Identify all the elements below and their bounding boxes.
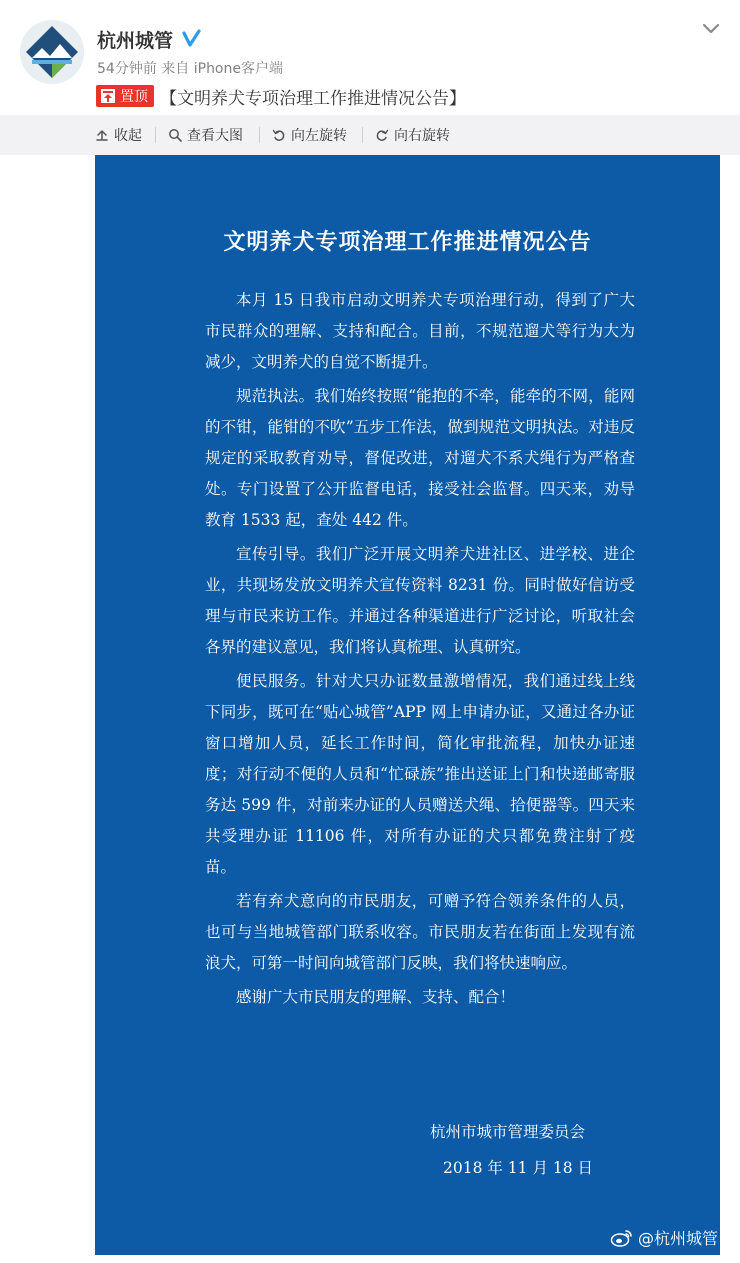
- view-large-label: 查看大图: [187, 128, 243, 144]
- notice-paragraph: 本月 15 日我市启动文明养犬专项治理行动，得到了广大市民群众的理解、支持和配合。目前，不规范遛犬等行为大为减少，文明养犬的自觉不断提升。: [205, 291, 635, 371]
- rotate-right-label: 向右旋转: [394, 128, 450, 144]
- signature-org: 杭州市城市管理委员会: [430, 1123, 586, 1141]
- pinned-label: 置顶: [120, 89, 148, 105]
- post-title: 【文明养犬专项治理工作推进情况公告】: [160, 88, 466, 109]
- notice-paragraph: 便民服务。针对犬只办证数量激增情况，我们通过线上线下同步，既可在“贴心城管”APP 网上申请办证，又通过各办证窗口增加人员，延长工作时间，简化审批流程，加快办证速度；对行动不便的人员和“忙碌族”推出送证上门和快递邮寄服务达 599 件，对前来办证的人员赠送犬绳、拾便器等。四天来共受理办证 11106 件，对所有办证的犬只都免费注射了疫苗。: [205, 672, 635, 876]
- weibo-watermark: [610, 1226, 718, 1249]
- post-header: [0, 0, 740, 115]
- pin-icon: [100, 88, 116, 104]
- chevron-down-icon[interactable]: [698, 16, 724, 42]
- weibo-icon: [610, 1228, 634, 1248]
- post-source: 来自 iPhone客户端: [161, 61, 283, 77]
- watermark-text: @杭州城管: [638, 1229, 719, 1248]
- rotate-left-button[interactable]: [272, 125, 347, 145]
- collapse-label: 收起: [114, 128, 142, 144]
- notice-image[interactable]: [95, 155, 720, 1255]
- collapse-button[interactable]: [95, 125, 142, 145]
- notice-paragraph: 规范执法。我们始终按照“能抱的不牵，能牵的不网，能网的不钳，能钳的不吹”五步工作法，做到规范文明执法。对违反规定的采取教育劝导，督促改进，对遛犬不系犬绳行为严格查处。专门设置了公开监督电话，接受社会监督。四天来，劝导教育 1533 起，查处 442 件。: [205, 387, 635, 529]
- notice-paragraph: 宣传引导。我们广泛开展文明养犬进社区、进学校、进企业，共现场发放文明养犬宣传资料 8231 份。同时做好信访受理与市民来访工作。并通过各种渠道进行广泛讨论，听取社会各界的建议意见，我们将认真梳理、认真研究。: [205, 545, 635, 656]
- rotate-left-icon: [272, 128, 286, 142]
- notice-body: [205, 285, 635, 1016]
- toolbar-divider: [362, 127, 363, 143]
- search-icon: [168, 128, 182, 142]
- rotate-left-label: 向左旋转: [291, 128, 347, 144]
- notice-paragraph: 若有弃犬意向的市民朋友，可赠予符合领养条件的人员，也可与当地城管部门联系收容。市民朋友若在街面上发现有流浪犬，可第一时间向城管部门反映，我们将快速响应。: [205, 892, 635, 972]
- notice-title: 文明养犬专项治理工作推进情况公告: [223, 229, 592, 255]
- rotate-right-icon: [375, 128, 389, 142]
- image-toolbar: [0, 115, 740, 155]
- rotate-right-button[interactable]: [375, 125, 450, 145]
- toolbar-divider: [155, 127, 156, 143]
- view-large-button[interactable]: [168, 125, 243, 145]
- hangzhou-chengguan-logo: [20, 20, 84, 84]
- toolbar-divider: [259, 127, 260, 143]
- post-meta: [97, 58, 283, 78]
- verified-icon: [181, 29, 201, 49]
- pinned-badge: [96, 85, 154, 107]
- account-name[interactable]: 杭州城管: [97, 29, 174, 52]
- collapse-icon: [95, 128, 109, 142]
- notice-paragraph: 感谢广大市民朋友的理解、支持、配合！: [236, 988, 516, 1006]
- post-time[interactable]: 54分钟前: [97, 61, 157, 77]
- account-avatar[interactable]: [20, 20, 84, 84]
- signature-date: 2018 年 11 月 18 日: [443, 1159, 594, 1177]
